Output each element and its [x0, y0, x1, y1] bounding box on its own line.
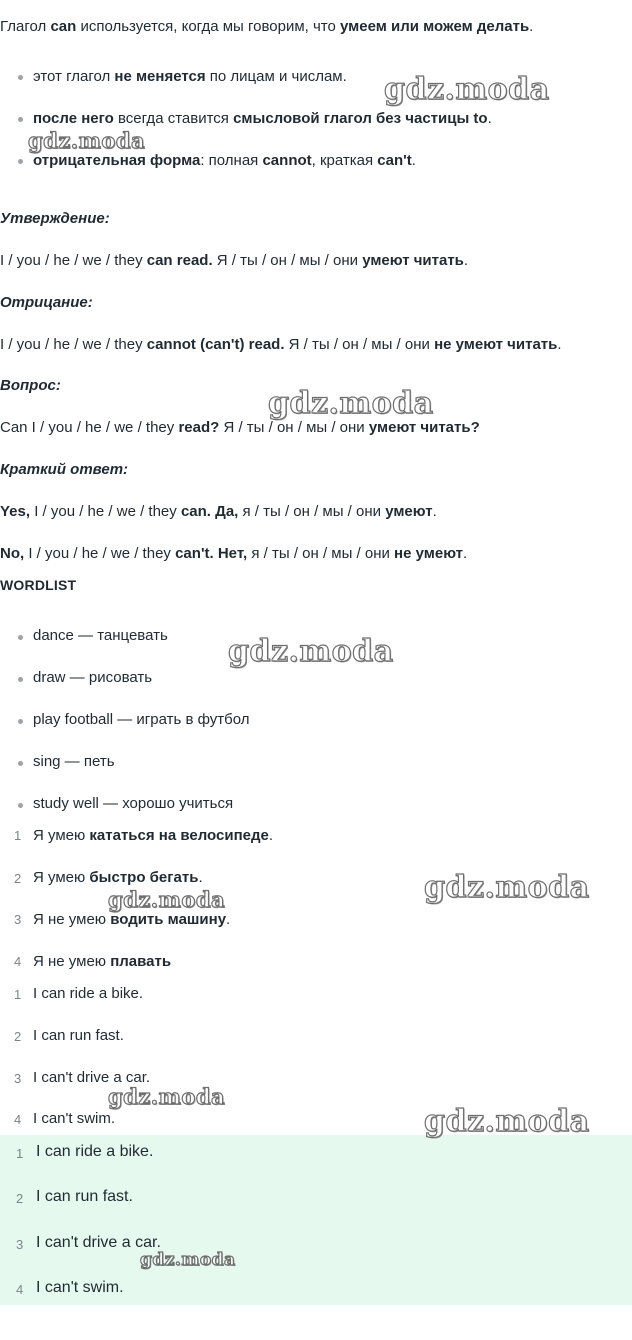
bullet-icon — [18, 117, 23, 122]
wordlist-item: play football — играть в футбол — [33, 711, 250, 728]
rule-item: отрицательная форма: полная cannot, краткая can't. — [33, 152, 416, 169]
watermark: gdz.moda — [108, 1084, 226, 1109]
item-number: 4 — [14, 954, 22, 969]
task-en-item: I can't swim. — [33, 1110, 116, 1127]
bullet-icon — [18, 635, 23, 640]
item-number: 2 — [14, 871, 22, 886]
wordlist-item: dance — танцевать — [33, 627, 168, 644]
item-number: 1 — [16, 1146, 24, 1161]
item-number: 3 — [14, 912, 22, 927]
wordlist-item: draw — рисовать — [33, 669, 153, 686]
item-number: 4 — [16, 1282, 24, 1297]
item-number: 2 — [14, 1029, 22, 1044]
intro-paragraph: Глагол can используется, когда мы говорим, что умеем или можем делать. — [0, 18, 534, 35]
affirmative-example: I / you / he / we / they can read. Я / ты / он / мы / они умеют читать. — [0, 252, 469, 269]
question-example: Can I / you / he / we / they read? Я / ты / он / мы / они умеют читать? — [0, 419, 480, 436]
item-number: 2 — [16, 1191, 24, 1206]
negative-example: I / you / he / we / they cannot (can't) read. Я / ты / он / мы / они не умеют читать. — [0, 336, 562, 353]
task-ru-item: Я не умею плавать — [33, 953, 172, 970]
task-ru-item: Я умею быстро бегать. — [33, 869, 203, 886]
answer-item: I can't drive a car. — [36, 1234, 161, 1251]
rule-item: после него всегда ставится смысловой глагол без частицы to. — [33, 110, 492, 127]
watermark: gdz.moda — [140, 1250, 236, 1270]
item-number: 3 — [16, 1237, 24, 1252]
item-number: 3 — [14, 1071, 22, 1086]
wordlist-item: study well — хорошо учиться — [33, 795, 234, 812]
watermark: gdz.moda — [28, 128, 146, 153]
bullet-icon — [18, 719, 23, 724]
task-en-item: I can run fast. — [33, 1027, 124, 1044]
section-title-short-answer: Краткий ответ: — [0, 461, 129, 478]
watermark: gdz.moda — [108, 887, 226, 912]
watermark: gdz.moda — [424, 870, 590, 905]
task-en-item: I can't drive a car. — [33, 1069, 151, 1086]
wordlist-title: WORDLIST — [0, 577, 77, 593]
watermark: gdz.moda — [384, 72, 550, 107]
item-number: 1 — [14, 987, 22, 1002]
item-number: 1 — [14, 828, 22, 843]
bullet-icon — [18, 803, 23, 808]
watermark: gdz.moda — [424, 1104, 590, 1139]
rule-item: этот глагол не меняется по лицам и числам. — [33, 68, 347, 85]
bullet-icon — [18, 677, 23, 682]
watermark: gdz.moda — [228, 634, 394, 669]
answer-item: I can ride a bike. — [36, 1143, 154, 1160]
task-en-item: I can ride a bike. — [33, 985, 144, 1002]
watermark: gdz.moda — [268, 386, 434, 421]
bullet-icon — [18, 75, 23, 80]
short-answer-yes: Yes, I / you / he / we / they can. Да, я / ты / он / мы / они умеют. — [0, 503, 437, 520]
section-title-negative: Отрицание: — [0, 294, 93, 311]
bullet-icon — [18, 159, 23, 164]
answer-item: I can't swim. — [36, 1279, 124, 1296]
task-ru-item: Я умею кататься на велосипеде. — [33, 827, 274, 844]
answer-item: I can run fast. — [36, 1188, 133, 1205]
task-ru-item: Я не умею водить машину. — [33, 911, 231, 928]
item-number: 4 — [14, 1112, 22, 1127]
short-answer-no: No, I / you / he / we / they can't. Нет, я / ты / он / мы / они не умеют. — [0, 545, 468, 562]
section-title-affirmative: Утверждение: — [0, 210, 110, 227]
section-title-question: Вопрос: — [0, 377, 61, 394]
wordlist-item: sing — петь — [33, 753, 115, 770]
bullet-icon — [18, 761, 23, 766]
